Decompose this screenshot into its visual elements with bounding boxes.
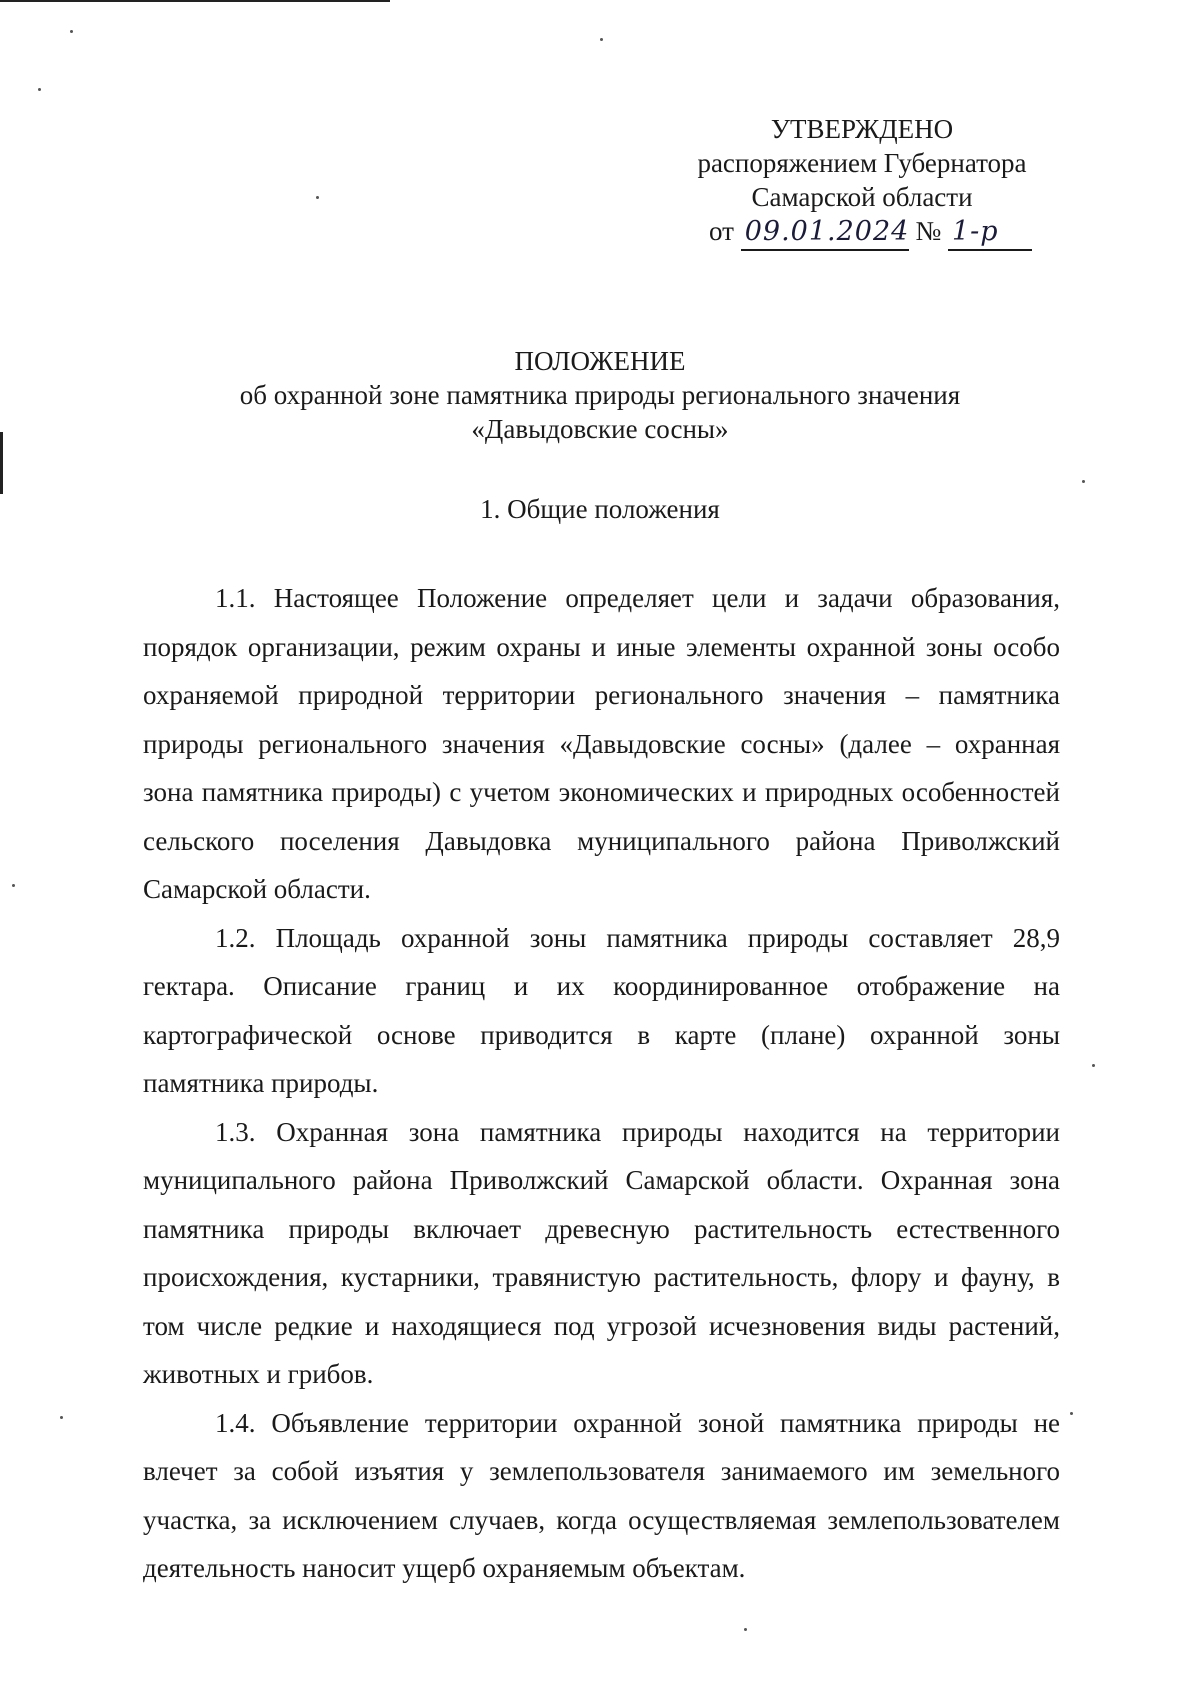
scan-speck: [744, 1628, 747, 1631]
date-prefix: от: [709, 216, 734, 246]
approval-heading: УТВЕРЖДЕНО: [770, 114, 954, 144]
scan-edge-mark: [0, 432, 3, 494]
paragraph-1-4: 1.4. Объявление территории охранной зоной памятника природы не влечет за собой изъятия у землепользователя занимаемого им земельного участка, за исключением случаев, когда осуществляемая землепользователем деятельность наносит ущерб охраняемым объектам.: [143, 1407, 1060, 1583]
scan-speck: [70, 30, 73, 33]
document-subtitle-line-2: «Давыдовские сосны»: [471, 414, 729, 444]
scan-speck: [1092, 1064, 1095, 1067]
document-subtitle-line-1: об охранной зоне памятника природы регионального значения: [239, 380, 961, 410]
scan-speck: [1082, 480, 1085, 483]
approval-block: [612, 112, 1032, 251]
scan-edge-line: [0, 0, 390, 2]
number-prefix: №: [915, 216, 942, 246]
document-body: [143, 574, 1060, 1593]
scan-speck: [600, 38, 603, 41]
paragraph-1-2: 1.2. Площадь охранной зоны памятника природы составляет 28,9 гектара. Описание границ и их координированное отображение на картографической основе приводится в карте (плане) охранной зоны памятника природы.: [143, 922, 1060, 1098]
scan-speck: [1070, 1412, 1073, 1415]
scan-speck: [12, 884, 15, 887]
paragraph-1-1: 1.1. Настоящее Положение определяет цели и задачи образования, порядок организации, режим охраны и иные элементы охранной зоны особо охраняемой природной территории регионального значения – памятника природы регионального значения «Давыдовские сосны» (далее – охранная зона памятника природы) с учетом экономических и природных особенностей сельского поселения Давыдовка муниципального района Приволжский Самарской области.: [143, 583, 1060, 904]
scan-speck: [316, 196, 319, 199]
document-title-block: [140, 344, 1060, 446]
handwritten-number: 1-р: [948, 215, 1032, 251]
document-title: ПОЛОЖЕНИЕ: [514, 346, 686, 376]
handwritten-date: 09.01.2024: [741, 215, 909, 251]
approval-date-row: [612, 214, 1032, 251]
approval-line-1: распоряжением Губернатора: [697, 148, 1027, 178]
section-heading: 1. Общие положения: [480, 494, 720, 524]
scan-speck: [38, 88, 41, 91]
approval-line-2: Самарской области: [751, 182, 973, 212]
paragraph-1-3: 1.3. Охранная зона памятника природы находится на территории муниципального района Приволжский Самарской области. Охранная зона памятника природы включает древесную растительность естественного происхождения, кустарники, травянистую растительность, флору и фауну, в том числе редкие и находящиеся под угрозой исчезновения виды растений, животных и грибов.: [143, 1116, 1060, 1389]
scan-speck: [60, 1416, 63, 1419]
